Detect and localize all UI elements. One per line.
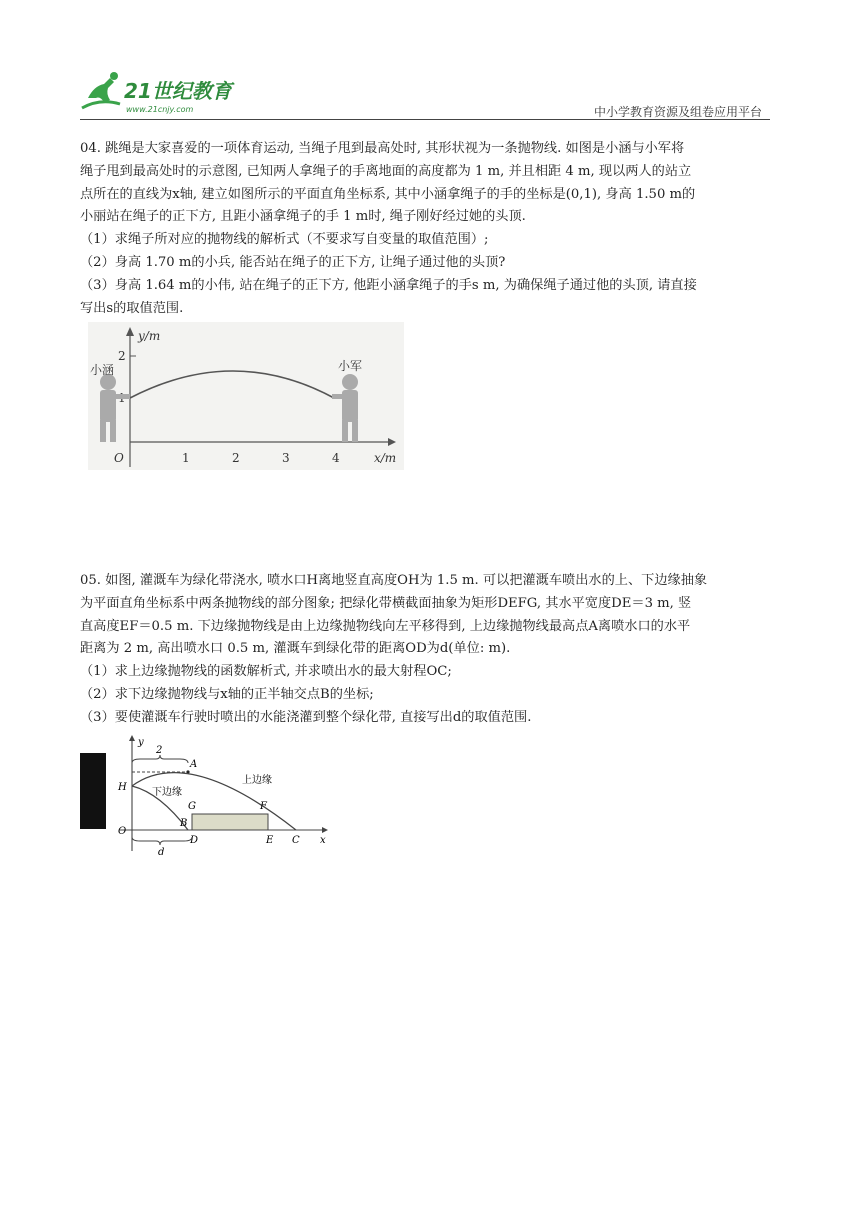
green-belt-rect	[192, 814, 268, 830]
header-divider	[80, 119, 770, 120]
q5-stem-line-4: 距离为 2 m, 高出喷水口 0.5 m, 灌溉车到绿化带的距离OD为d(单位: m).	[80, 641, 511, 657]
C-label: C	[292, 835, 300, 846]
q4-stem-line-2: 绳子甩到最高处时的示意图, 已知两人拿绳子的手离地面的高度都为 1 m, 并且相距 4 m, 现以两人的站立	[80, 163, 692, 179]
y-label: y	[138, 737, 144, 748]
lower-edge-label: 下边缘	[152, 787, 182, 798]
upper-edge-label: 上边缘	[242, 775, 272, 786]
q4-stem-line-3: 点所在的直线为x轴, 建立如图所示的平面直角坐标系, 其中小涵拿绳子的手的坐标是(0,1), 身高 1.50 m的	[80, 186, 696, 202]
q4-part-1: （1）求绳子所对应的抛物线的解析式（不要求写自变量的取值范围）;	[80, 232, 489, 248]
B-label: B	[180, 818, 188, 829]
logo-url: www.21cnjy.com	[126, 105, 194, 114]
y-axis-label: y/m	[138, 329, 161, 343]
q5-stem-line-3: 直高度EF＝0.5 m. 下边缘抛物线是由上边缘抛物线向左平移得到, 上边缘抛物线最高点A离喷水口的水平	[80, 618, 691, 634]
sprinkler-diagram	[80, 733, 336, 857]
F-label: F	[260, 801, 267, 812]
d-label: d	[158, 847, 165, 857]
O-label: O	[118, 826, 127, 837]
page-header	[80, 64, 770, 120]
q5-part-1: （1）求上边缘抛物线的函数解析式, 并求喷出水的最大射程OC;	[80, 664, 452, 680]
q4-figure	[88, 322, 404, 470]
origin-label: O	[114, 451, 124, 465]
q5-figure	[80, 733, 336, 857]
G-label: G	[188, 801, 196, 812]
H-label: H	[118, 782, 127, 793]
E-label: E	[266, 835, 274, 846]
q5-part-2: （2）求下边缘抛物线与x轴的正半轴交点B的坐标;	[80, 686, 374, 702]
logo-text: 21世纪教育	[124, 79, 232, 103]
x-tick-3: 3	[282, 451, 290, 465]
x-label: x	[320, 835, 326, 846]
q4-part-3-line-2: 写出s的取值范围.	[80, 300, 184, 316]
site-logo	[80, 68, 250, 116]
x-tick-2: 2	[232, 451, 240, 465]
q4-part-3-line-1: （3）身高 1.64 m的小伟, 站在绳子的正下方, 他距小涵拿绳子的手s m, 为确保绳子通过他的头顶, 请直接	[80, 277, 697, 293]
question-5	[80, 570, 778, 730]
dist-2-label: 2	[156, 745, 163, 756]
q5-stem-line-2: 为平面直角坐标系中两条抛物线的部分图象; 把绿化带横截面抽象为矩形DEFG, 其水平宽度DE＝3 m, 竖	[80, 595, 692, 611]
site-tagline: 中小学教育资源及组卷应用平台	[593, 105, 762, 119]
x-axis-label: x/m	[374, 451, 397, 465]
x-tick-4: 4	[332, 451, 340, 465]
x-tick-1: 1	[182, 451, 190, 465]
q4-part-2: （2）身高 1.70 m的小兵, 能否站在绳子的正下方, 让绳子通过他的头顶?	[80, 254, 506, 270]
D-label: D	[190, 835, 199, 846]
left-person-label: 小涵	[90, 363, 115, 377]
truck-photo-icon	[80, 753, 106, 829]
question-4	[80, 138, 778, 320]
y-tick-2: 2	[118, 349, 126, 363]
runner-logo-icon	[80, 68, 250, 116]
jump-rope-diagram	[88, 322, 404, 470]
q4-stem-line-1: 04. 跳绳是大家喜爱的一项体育运动, 当绳子甩到最高处时, 其形状视为一条抛物线. 如图是小涵与小军将	[80, 141, 685, 156]
q5-stem-line-1: 05. 如图, 灌溉车为绿化带浇水, 喷水口H离地竖直高度OH为 1.5 m. 可以把灌溉车喷出水的上、下边缘抽象	[80, 573, 708, 588]
right-person-label: 小军	[338, 359, 363, 373]
d-brace	[132, 837, 192, 845]
q4-stem-line-4: 小丽站在绳子的正下方, 且距小涵拿绳子的手 1 m时, 绳子刚好经过她的头顶.	[80, 209, 526, 225]
distance-brace	[132, 755, 188, 763]
q5-part-3: （3）要使灌溉车行驶时喷出的水能浇灌到整个绿化带, 直接写出d的取值范围.	[80, 709, 532, 725]
A-label: A	[190, 759, 198, 770]
